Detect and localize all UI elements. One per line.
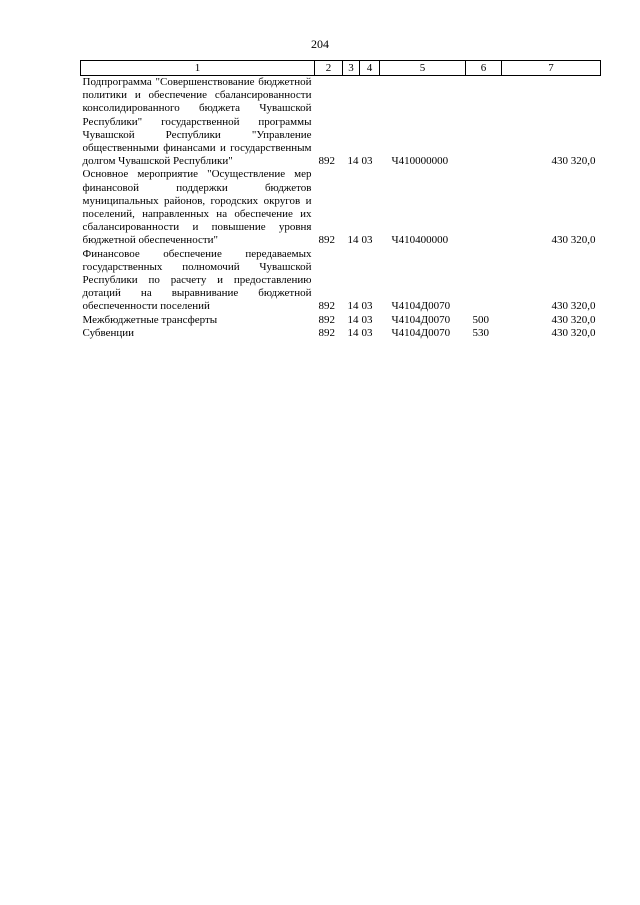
row-subsection: 03 (361, 326, 373, 339)
row-subsection: 03 (361, 300, 373, 313)
row-section: 14 (347, 326, 359, 339)
row-ministry: 892 (318, 313, 335, 326)
row-section: 14 (347, 313, 359, 326)
table-row (81, 327, 601, 340)
row-ministry: 892 (318, 234, 335, 247)
column-header-ministry: 2 (315, 61, 343, 76)
row-expense-type (466, 248, 502, 314)
row-expense-type: 530 (472, 326, 489, 339)
row-ministry: 892 (318, 326, 335, 339)
row-ministry: 892 (318, 300, 335, 313)
row-name: Основное мероприятие "Осуществление мер финансовой поддержки бюджетов муниципальных районов, городских округов и поселений, направленных на обеспечение их сбалансированности и повышение уровня бюджетной обеспеченности" (82, 168, 312, 247)
row-name: Субвенции (82, 326, 135, 339)
column-header-name: 1 (81, 61, 315, 76)
row-name: Финансовое обеспечение передаваемых государственных полномочий Чувашской Республики по расчету и предоставлению дотаций на выравнивание бюджетной обеспеченности поселений (82, 247, 312, 313)
row-target: Ч4104Д0070 (391, 326, 451, 339)
row-name: Межбюджетные трансферты (82, 313, 218, 326)
column-header-target: 5 (380, 61, 466, 76)
page-number: 204 (311, 37, 329, 51)
row-subsection: 03 (361, 313, 373, 326)
row-expense-type (466, 76, 502, 169)
row-target: Ч4104Д0070 (391, 313, 451, 326)
table-row (81, 314, 601, 327)
row-target: Ч410000000 (391, 155, 449, 168)
row-subsection: 03 (361, 155, 373, 168)
column-header-expense-type: 6 (466, 61, 502, 76)
row-target: Ч4104Д0070 (391, 300, 451, 313)
row-amount: 430 320,0 (551, 326, 596, 339)
row-section: 14 (347, 300, 359, 313)
table-row (81, 76, 601, 169)
row-amount: 430 320,0 (551, 313, 596, 326)
budget-table (80, 60, 601, 340)
column-header-amount: 7 (502, 61, 601, 76)
table-row (81, 248, 601, 314)
row-amount: 430 320,0 (551, 300, 596, 313)
row-section: 14 (347, 155, 359, 168)
column-header-section: 3 (343, 61, 360, 76)
row-name: Подпрограмма "Совершенствование бюджетной политики и обеспечение сбалансированности консолидированного бюджета Чувашской Республики" государственной программы Чувашской Республики "Управление общественными финансами и государственным долгом Чувашской Республики" (82, 76, 312, 168)
row-expense-type (466, 168, 502, 247)
column-header-subsection: 4 (360, 61, 380, 76)
table-header-row (81, 61, 601, 76)
row-ministry: 892 (318, 155, 335, 168)
row-subsection: 03 (361, 234, 373, 247)
row-section: 14 (347, 234, 359, 247)
row-target: Ч410400000 (391, 234, 449, 247)
row-amount: 430 320,0 (551, 234, 596, 247)
table-row (81, 168, 601, 247)
row-expense-type: 500 (472, 313, 489, 326)
row-amount: 430 320,0 (551, 155, 596, 168)
